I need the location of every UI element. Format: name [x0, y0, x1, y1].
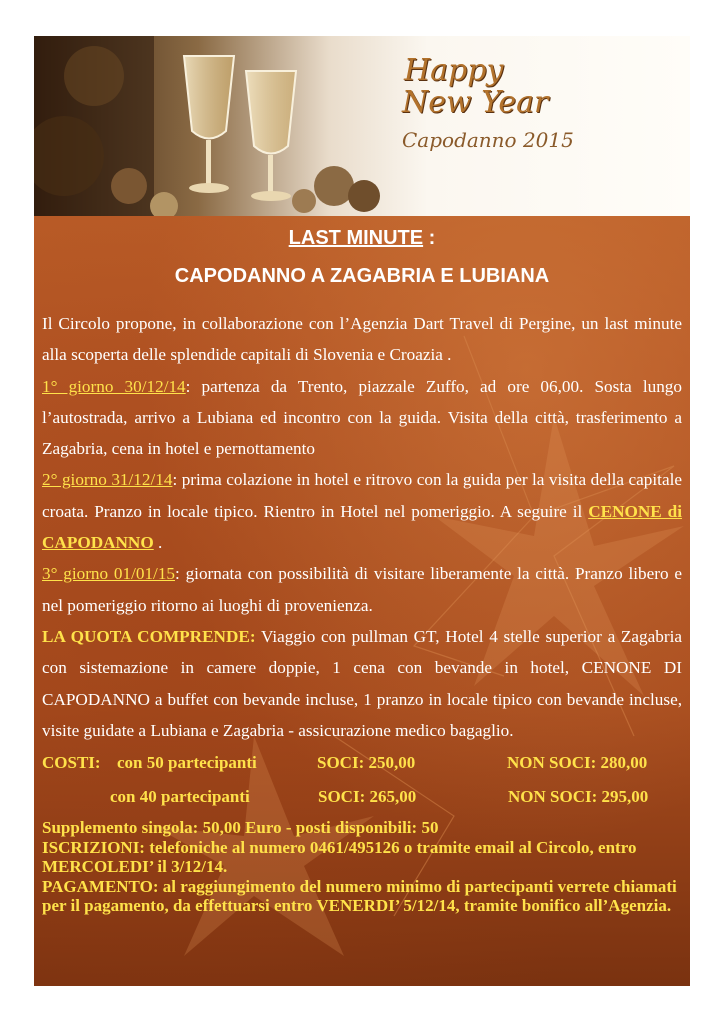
day-2-text: : prima colazione in hotel e ritrovo con la guida per la visita della capitale croata. Pranzo in locale tipico. Rientro in Hotel nel pomeriggio. A seguire il	[42, 470, 682, 521]
registration-note: ISCRIZIONI: telefoniche al numero 0461/495126 o tramite email al Circolo, entro MERCOLEDI’ il 3/12/14.	[42, 837, 637, 877]
costs-label: COSTI:	[42, 753, 101, 773]
payment-note: PAGAMENTO: al raggiungimento del numero minimo di partecipanti verrete chiamati per il pagamento, da effettuarsi entro VENERDI’ 5/12/14, tramite bonifico all’Agenzia.	[42, 876, 677, 916]
day-3-text: : giornata con possibilità di visitare liberamente la città. Pranzo libero e nel pomeriggio ritorno ai luoghi di provenienza.	[42, 564, 682, 615]
banner-new-year: New Year	[402, 85, 549, 120]
cost-row	[42, 746, 682, 780]
costs-table	[42, 746, 682, 814]
day-2-label: 2° giorno 31/12/14	[42, 470, 173, 490]
day-1	[42, 371, 682, 465]
banner-happy: Happy	[404, 53, 504, 88]
last-minute-label: LAST MINUTE	[288, 227, 424, 249]
trip-title: CAPODANNO A ZAGABRIA E LUBIANA	[174, 265, 550, 287]
day-1-text: : partenza da Trento, piazzale Zuffo, ad ore 06,00. Sosta lungo l’autostrada, arrivo a Lubiana ed incontro con la guida. Visita della città, trasferimento a Zagabria, cena in hotel e pernottamento	[42, 376, 682, 459]
day-3	[42, 558, 682, 621]
quota-label: LA QUOTA COMPRENDE:	[42, 626, 256, 646]
supplement-note: Supplemento singola: 50,00 Euro - posti disponibili: 50	[42, 818, 439, 838]
page-title	[42, 226, 682, 250]
title-colon: :	[423, 227, 436, 249]
new-year-banner	[34, 36, 690, 216]
banner-subtitle: Capodanno 2015	[402, 128, 574, 152]
cost-group: con 50 partecipanti	[117, 753, 257, 773]
cost-row	[42, 780, 682, 814]
day-2-after: .	[153, 533, 163, 553]
cost-group: con 40 partecipanti	[110, 787, 250, 807]
flyer-content	[42, 226, 682, 916]
day-1-label: 1° giorno 30/12/14	[42, 376, 186, 396]
champagne-glasses-illustration	[34, 36, 690, 216]
quota-paragraph	[42, 621, 682, 746]
cost-non-soci: NON SOCI: 280,00	[507, 753, 648, 773]
day-3-label: 3° giorno 01/01/15	[42, 564, 176, 584]
flyer	[34, 36, 690, 986]
quota-text: Viaggio con pullman GT, Hotel 4 stelle superior a Zagabria con sistemazione in camere doppie, 1 cena con bevande in hotel, CENONE DI CAPODANNO a buffet con bevande incluse, 1 pranzo in locale tipico con bevande incluse, visite guidate a Lubiana e Zagabria - assicurazione medico bagaglio.	[42, 626, 682, 740]
day-2-highlight: CENONE di CAPODANNO	[42, 501, 682, 553]
cost-non-soci: NON SOCI: 295,00	[508, 787, 649, 807]
cost-soci: SOCI: 250,00	[317, 753, 416, 773]
cost-soci: SOCI: 265,00	[318, 787, 417, 807]
day-2	[42, 464, 682, 558]
intro-paragraph: Il Circolo propone, in collaborazione con l’Agenzia Dart Travel di Pergine, un last minute alla scoperta delle splendide capitali di Slovenia e Croazia .	[42, 314, 682, 365]
